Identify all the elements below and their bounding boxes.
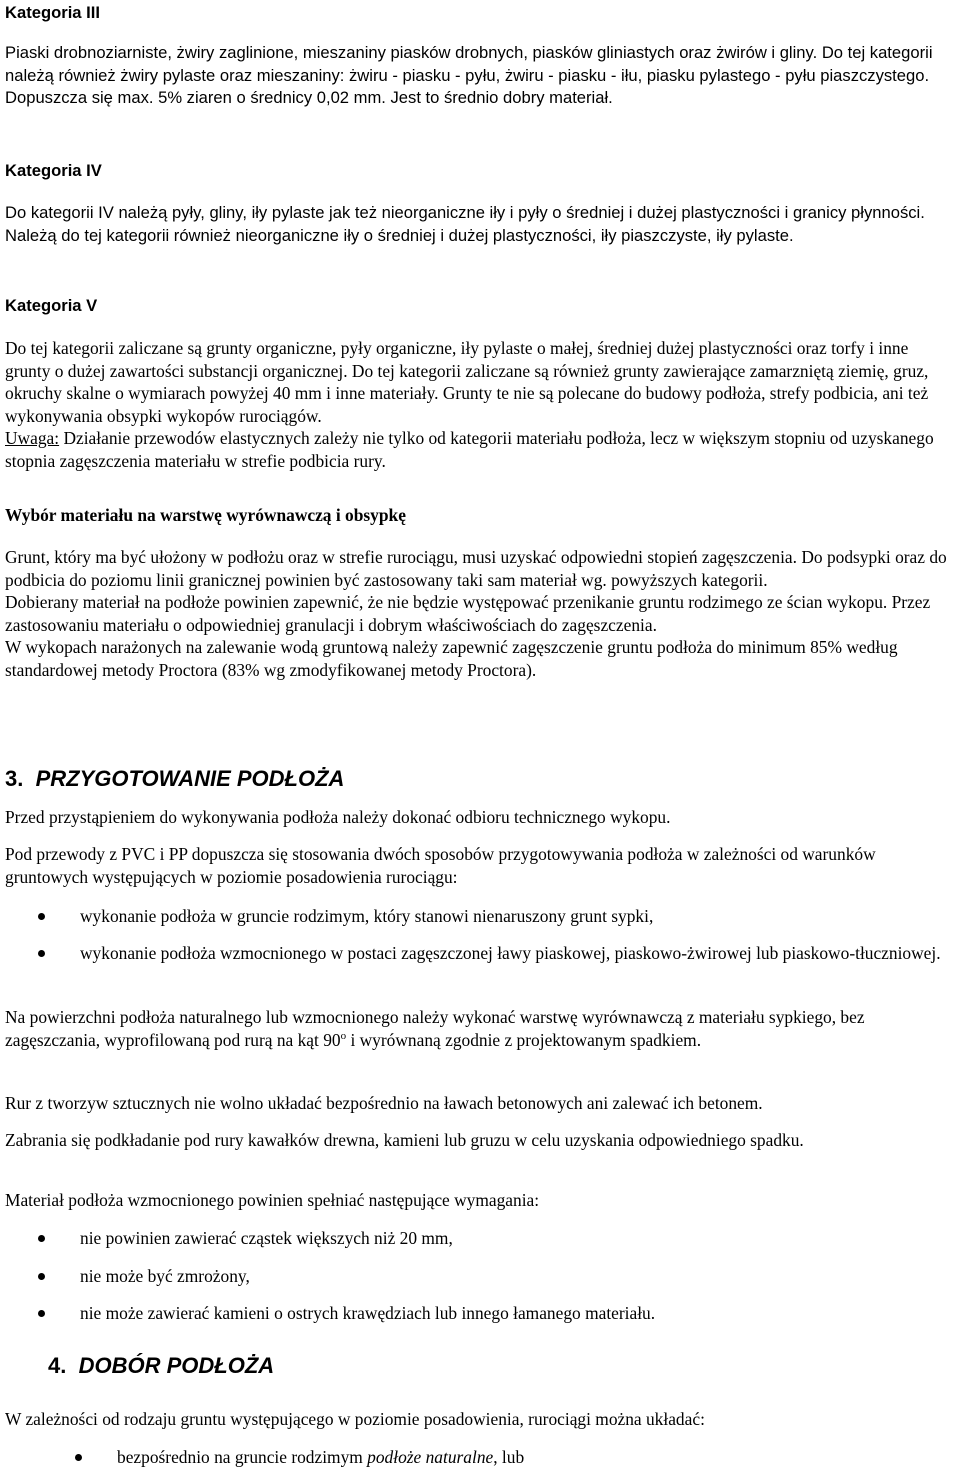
section-4-bullets [5, 1446, 955, 1469]
section-3-p6: Materiał podłoża wzmocnionego powinien spełniać następujące wymagania: [5, 1190, 540, 1210]
section-3-p2: Pod przewody z PVC i PP dopuszcza się stosowania dwóch sposobów przygotowywania podłoża w zależności od warunków gruntowych występujących w poziomie posadowienia rurociągu: [5, 844, 876, 887]
section-3-p3: Na powierzchni podłoża naturalnego lub wzmocnionego należy wykonać warstwę wyrównawczą z materiału sypkiego, bez zagęszczania, wyprofilowaną pod rurą na kąt 90$^o$ i wyrównaną zgodnie z projektowanym spadkiem. [5, 1007, 865, 1050]
heading-kategoria-iii: Kategoria III [5, 3, 100, 22]
section-3-number: 3. [5, 766, 24, 791]
heading-kategoria-v: Kategoria V [5, 296, 98, 315]
bullet-icon [75, 1454, 82, 1461]
kategoria-v-block [5, 337, 955, 472]
section-3-p4: Rur z tworzyw sztucznych nie wolno układać bezpośrednio na ławach betonowych ani zalewać ich betonem. [5, 1093, 763, 1113]
note-label: Uwaga: [5, 428, 60, 448]
degree-sup: o [340, 1029, 347, 1042]
bullet-icon [38, 1235, 45, 1242]
list-item: wykonanie podłoża w gruncie rodzimym, który stanowi nienaruszony grunt sypki, [5, 905, 955, 928]
kategoria-iii-text: Piaski drobnoziarniste, żwiry zaglinione, mieszaniny piasków drobnych, piasków gliniastych oraz żwirów i gliny. Do tej kategorii należą również żwiry pylaste oraz mieszaniny: żwiru - piasku - pyłu, żwiru - piasku - iłu, piasku pylastego - pyłu piaszczystego. Dopuszcza się max. 5% ziaren o średnicy 0,02 mm. Jest to średnio dobry materiał. [5, 43, 933, 107]
list-item: nie może zawierać kamieni o ostrych krawędziach lub innego łamanego materiału. [5, 1302, 955, 1325]
section-4-title: DOBÓR PODŁOŻA [78, 1353, 275, 1378]
section-3-p1: Przed przystąpieniem do wykonywania podłoża należy dokonać odbioru technicznego wykopu. [5, 807, 671, 827]
wybor-block [5, 546, 955, 681]
bullet-icon [38, 1310, 45, 1317]
wybor-p1: Grunt, który ma być ułożony w podłożu oraz w strefie rurociągu, musi uzyskać odpowiedni stopień zagęszczenia. Do podsypki oraz do podbicia do poziomu linii granicznej powinien być zastosowany taki sam materiał wg. powyższych kategorii. [5, 547, 947, 590]
section-4-p1: W zależności od rodzaju gruntu występującego w poziomie posadowienia, rurociągi można układać: [5, 1409, 705, 1429]
section-4-number: 4. [48, 1353, 67, 1378]
section-3-p5: Zabrania się podkładanie pod rury kawałków drewna, kamieni lub gruzu w celu uzyskania odpowiedniego spadku. [5, 1130, 804, 1150]
bullet-icon [38, 950, 45, 957]
heading-kategoria-iv: Kategoria IV [5, 161, 102, 180]
kategoria-v-note [5, 427, 955, 472]
list-item: nie powinien zawierać cząstek większych niż 20 mm, [5, 1227, 955, 1250]
section-3-bullets-1 [5, 905, 955, 964]
note-text: Działanie przewodów elastycznych zależy nie tylko od kategorii materiału podłoża, lecz w większym stopniu od uzyskanego stopnia zagęszczenia materiału w strefie podbicia rury. [5, 428, 934, 471]
list-item: bezpośrednio na gruncie rodzimym podłoże naturalne, lub [5, 1446, 955, 1469]
section-3-bullets-2 [5, 1227, 955, 1325]
list-item: wykonanie podłoża wzmocnionego w postaci zagęszczonej ławy piaskowej, piaskowo-żwirowej lub piaskowo-tłuczniowej. [5, 942, 955, 965]
kategoria-v-text: Do tej kategorii zaliczane są grunty organiczne, pyły organiczne, iły pylaste o małej, średniej dużej plastyczności oraz torfy i inne grunty o dużej zawartości substancji organicznej. Do tej kategorii zaliczane są również grunty zawierające zamarzniętą ziemię, gruz, okruchy skalne o wymiarach powyżej 40 mm i inne materiały. Grunty te nie są polecane do budowy podłoża, strefy podbicia, ani też wykonywania obsypki wykopów rurociągów. [5, 338, 929, 426]
heading-section-3 [5, 766, 344, 792]
wybor-p2: Dobierany materiał na podłoże powinien zapewnić, że nie będzie występować przenikanie gruntu rodzimego ze ścian wykopu. Przez zastosowaniu materiału o odpowiedniej granulacji i dobrym właściwościach do zagęszczenia. [5, 592, 931, 635]
heading-section-4 [48, 1353, 274, 1379]
kategoria-iv-text: Do kategorii IV należą pyły, gliny, iły pylaste jak też nieorganiczne iły i pyły o średniej i dużej plastyczności i granicy płynności. Należą do tej kategorii również nieorganiczne iły o średniej i dużej plastyczności, iły piaszczyste, iły pylaste. [5, 203, 925, 245]
heading-wybor-materialu: Wybór materiału na warstwę wyrównawczą i obsypkę [5, 505, 406, 525]
wybor-p3: W wykopach narażonych na zalewanie wodą gruntową należy zapewnić zagęszczenie gruntu podłoża do minimum 85% według standardowej metody Proctora (83% wg zmodyfikowanej metody Proctora). [5, 637, 898, 680]
list-item: nie może być zmrożony, [5, 1265, 955, 1288]
bullet-icon [38, 1273, 45, 1280]
section-3-title: PRZYGOTOWANIE PODŁOŻA [35, 766, 345, 791]
bullet-icon [38, 913, 45, 920]
